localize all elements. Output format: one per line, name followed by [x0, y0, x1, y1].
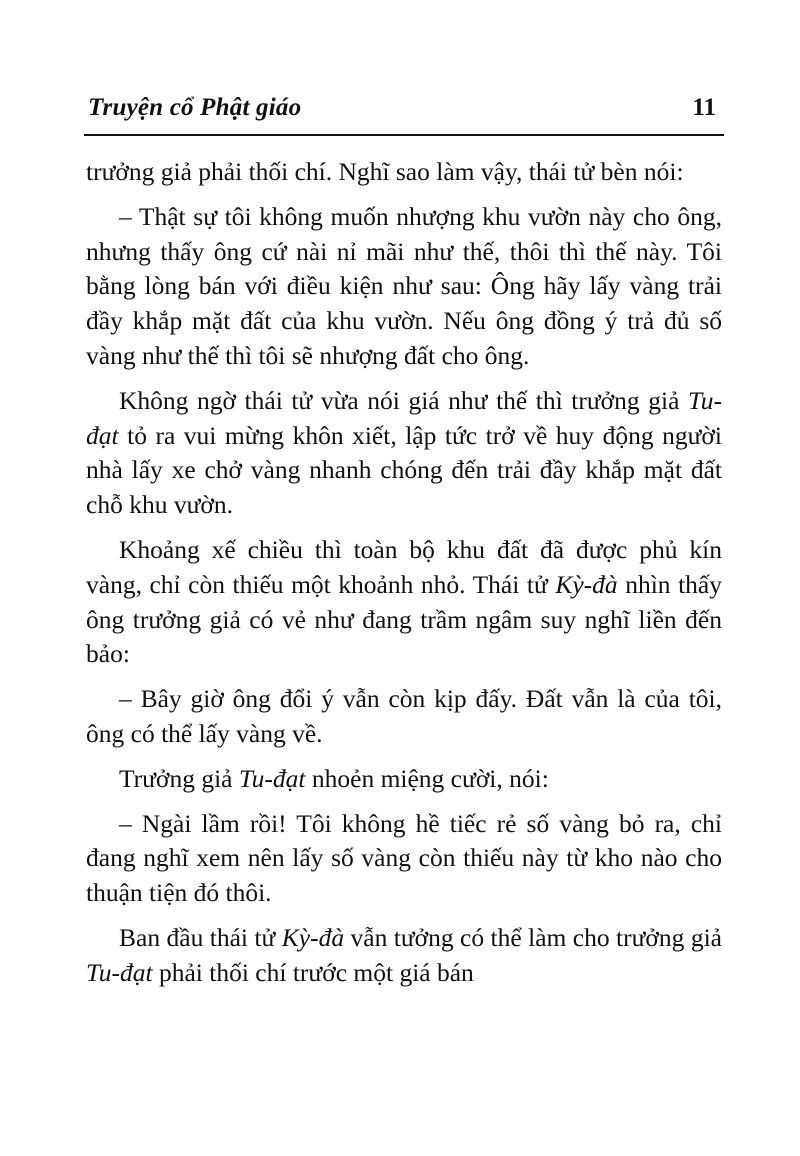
name-tu-dat: Tu-đạt	[86, 385, 722, 450]
text-run: vẫn tưởng có thể làm cho trưởng giả	[344, 922, 722, 952]
text-run: phải thối chí trước một giá bán	[152, 957, 474, 987]
text-run: – Ngài lầm rồi! Tôi không hề tiếc rẻ số vàng bỏ ra, chỉ đang nghĩ xem nên lấy số vàng còn thiếu này từ kho nào cho thuận tiện đó thôi.	[86, 808, 722, 908]
name-ky-da: Kỳ-đà	[281, 922, 345, 952]
text-run: trưởng giả phải thối chí. Nghĩ sao làm vậy, thái tử bèn nói:	[86, 157, 684, 186]
paragraph	[86, 384, 722, 523]
paragraph	[86, 921, 722, 991]
text-run: – Bây giờ ông đổi ý vẫn còn kịp đấy. Đất vẫn là của tôi, ông có thể lấy vàng về.	[86, 684, 722, 748]
paragraph	[86, 533, 722, 672]
text-run: Trưởng giả	[119, 763, 239, 793]
text-run: tỏ ra vui mừng khôn xiết, lập tức trở về huy động người nhà lấy xe chở vàng nhanh chóng đến trải đầy khắp mặt đất chỗ khu vườn.	[86, 420, 722, 520]
paragraph	[86, 682, 722, 752]
paragraph	[86, 155, 722, 190]
paragraph	[86, 762, 722, 797]
text-run: nhìn thấy ông trưởng giả có vẻ như đang trầm ngâm suy nghĩ liền đến bảo:	[86, 569, 722, 669]
text-run: Khoảng xế chiều thì toàn bộ khu đất đã được phủ kín vàng, chỉ còn thiếu một khoảnh nhỏ. Thái tử	[86, 534, 722, 599]
text-run: Ban đầu thái tử	[119, 922, 282, 952]
name-tu-dat: Tu-đạt	[238, 763, 306, 793]
name-tu-dat: Tu-đạt	[86, 957, 153, 987]
header-divider	[84, 134, 724, 136]
body-text	[86, 155, 722, 1001]
running-title: Truyện cổ Phật giáo	[88, 94, 302, 121]
name-ky-da: Kỳ-đà	[555, 569, 618, 599]
paragraph	[86, 807, 722, 911]
text-run: Không ngờ thái tử vừa nói giá như thế thì trưởng giả	[119, 385, 688, 415]
paragraph	[86, 200, 722, 374]
text-run: nhoẻn miệng cười, nói:	[305, 763, 549, 793]
page-header	[86, 92, 720, 132]
page-number: 11	[692, 94, 716, 121]
text-run: – Thật sự tôi không muốn nhượng khu vườn này cho ông, nhưng thấy ông cứ nài nỉ mãi như thế, thôi thì thế này. Tôi bằng lòng bán với điều kiện như sau: Ông hãy lấy vàng trải đầy khắp mặt đất của khu vườn. Nếu ông đồng ý trả đủ số vàng như thế thì tôi sẽ nhượng đất cho ông.	[86, 201, 722, 370]
